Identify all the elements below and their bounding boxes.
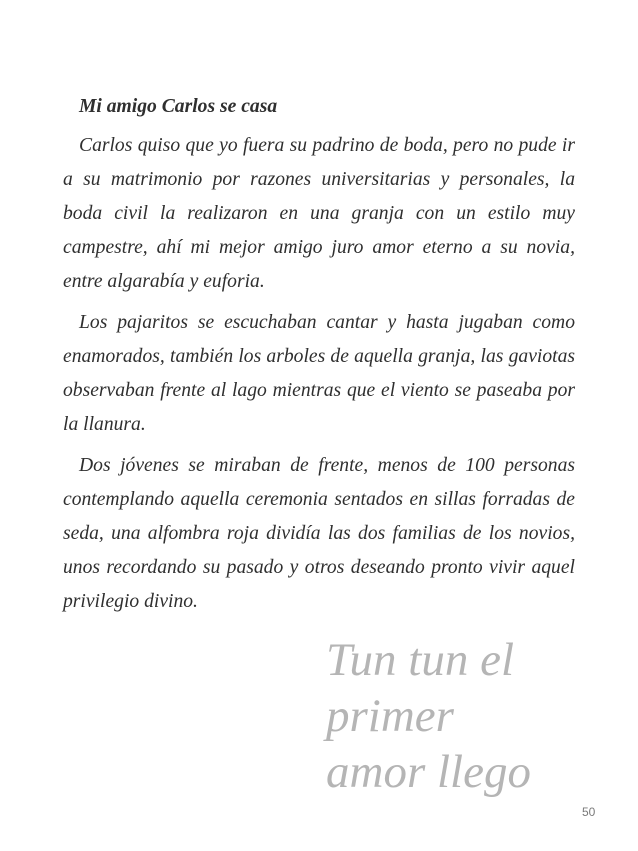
pull-quote-line-3: amor llego: [326, 746, 531, 798]
paragraph-3: Dos jóvenes se miraban de frente, menos de 100 personas contemplando aquella ceremonia sentados en sillas forradas de seda, una alfombra roja dividía las dos familias de los novios, unos recordando su pasado y otros deseando pronto vivir aquel privilegio divino.: [63, 455, 575, 612]
pull-quote-line-1: Tun tun el: [326, 634, 515, 686]
paragraph-1: Carlos quiso que yo fuera su padrino de boda, pero no pude ir a su matrimonio por razones universitarias y personales, la boda civil la realizaron en una granja con un estilo muy campestre, ahí mi mejor amigo juro amor eterno a su novia, entre algarabía y euforia.: [63, 135, 575, 292]
section-heading: Mi amigo Carlos se casa: [79, 96, 278, 117]
pull-quote-line-2: primer: [326, 690, 454, 742]
paragraph-2: Los pajaritos se escuchaban cantar y hasta jugaban como enamorados, también los arboles de aquella granja, las gaviotas observaban frente al lago mientras que el viento se paseaba por la llanura.: [63, 312, 575, 435]
page-number: 50: [582, 805, 596, 819]
pull-quote: [326, 632, 586, 800]
document-body: [63, 92, 575, 626]
